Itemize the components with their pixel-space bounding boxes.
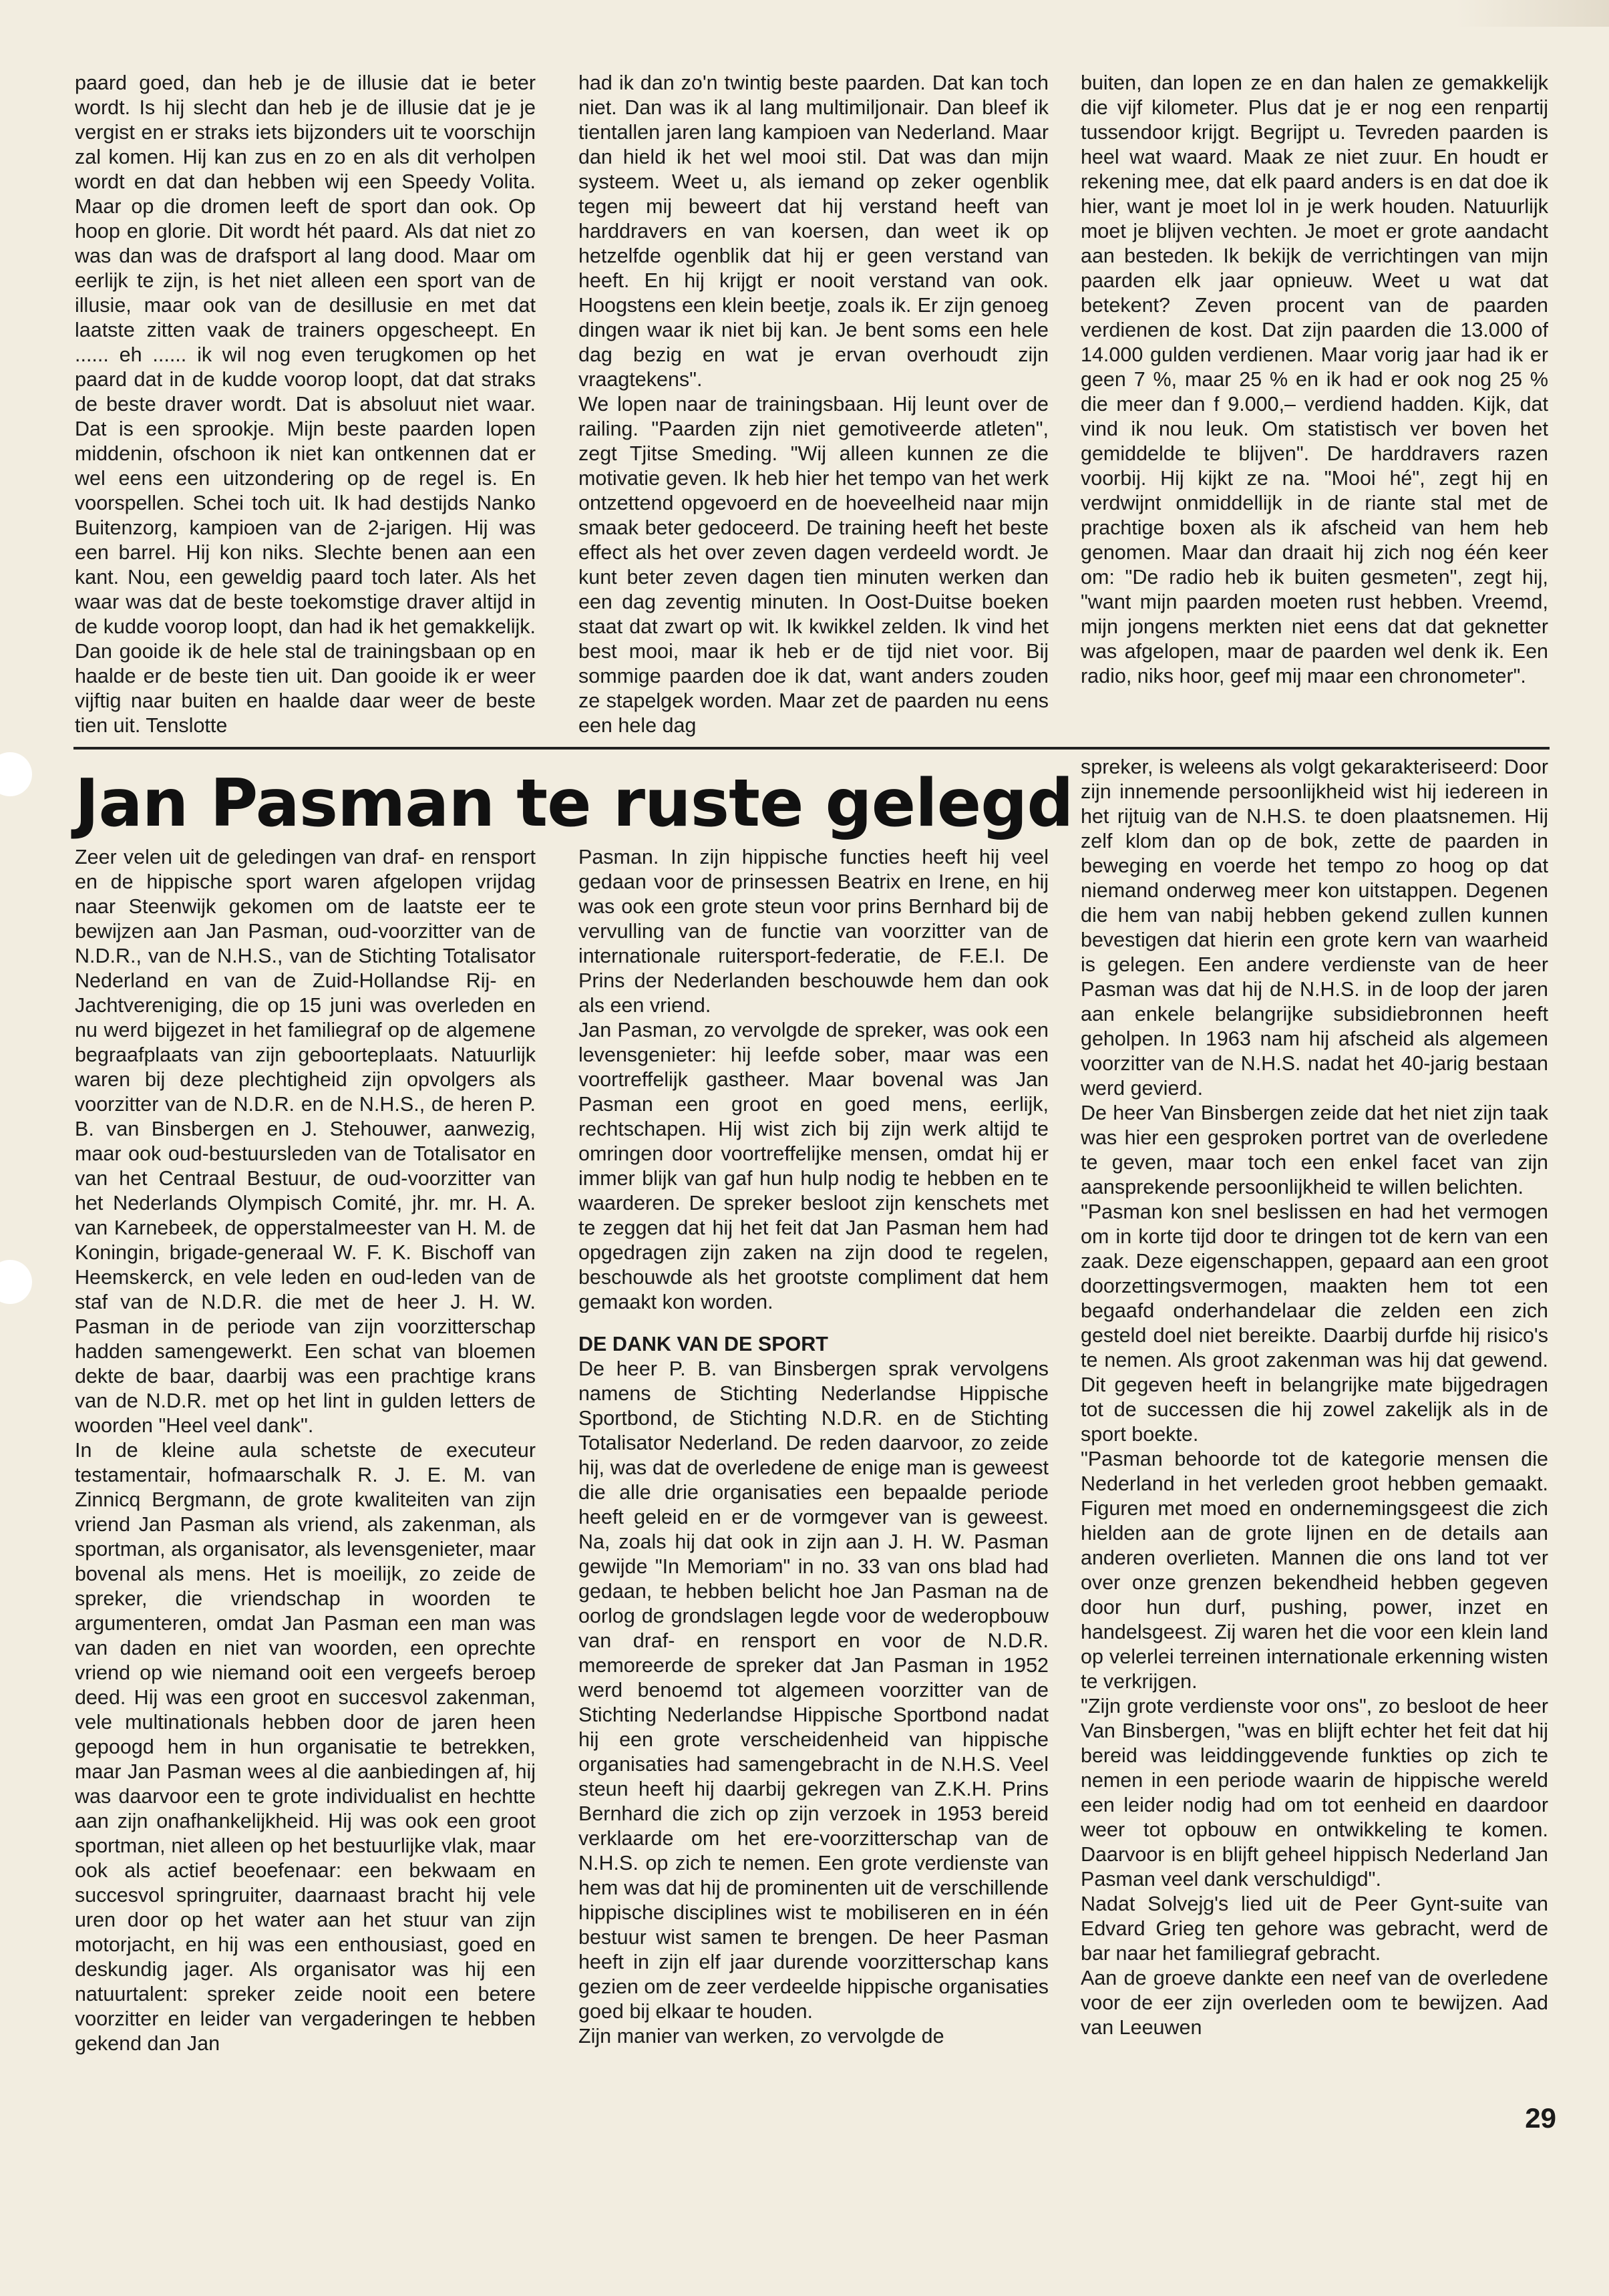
previous-article-column-2: had ik dan zo'n twintig beste paarden. Dat kan toch niet. Dan was ik al lang multimiljonair. Dan bleef ik tientallen jaren lang kampioen van Nederland. Maar dan hield ik het wel mooi stil. Dat was dan mijn systeem. Weet u, als iemand op zeker ogenblik tegen mij beweert dat hij verstand heeft van harddravers en van koersen, dan weet ik op hetzelfde ogenblik dat hij er geen verstand van heeft. En hij krijgt er nooit verstand van ook. Hoogstens een klein beetje, zoals ik. Er zijn genoeg dingen waar ik niet bij kan. Je bent soms een hele dag bezig en wat je ervan overhoudt zijn vraagtekens". We lopen naar de trainingsbaan. Hij leunt over de railing. "Paarden zijn niet gemotiveerde atleten", zegt Tjitse Smeding. "Wij alleen kunnen ze die motivatie geven. Ik heb hier het tempo van het werk ontzettend opgevoerd en de hoeveelheid naar mijn smaak beter gedoceerd. De training heeft het beste effect als het over zeven dagen verdeeld wordt. Je kunt beter zeven dagen tien minuten werken dan een dag zeventig minuten. In Oost-Duitse boeken staat dat zwart op wit. Ik kwikkel zelden. Ik vind het best mooi, maar ik heb er de tijd niet voor. Bij sommige paarden doe ik dat, want anders zouden ze stapelgek worden. Maar zet de paarden nu eens een hele dag (578, 71, 1049, 737)
punch-hole (0, 1260, 32, 1304)
punch-hole (0, 752, 32, 796)
article-column-1: Zeer velen uit de geledingen van draf- en rensport en de hippische sport waren afgelopen vrijdag naar Steenwijk gekomen om de laatste eer te bewijzen aan Jan Pasman, oud-voorzitter van de N.D.R., van de N.H.S., van de Stichting Totalisator Nederland en van de Zuid-Hollandse Rij- en Jachtvereniging, die op 15 juni was overleden en nu werd bijgezet in het familiegraf op de algemene begraafplaats van zijn geboorteplaats. Natuurlijk waren bij deze plechtigheid zijn opvolgers als voorzitter van de N.D.R. en de N.H.S., de heren P. B. van Binsbergen en J. Stehouwer, aanwezig, maar ook oud-bestuursleden van de Totalisator en van het Centraal Bestuur, de oud-voorzitter van het Nederlands Olympisch Comité, jhr. mr. H. A. van Karnebeek, de opperstalmeester van H. M. de Koningin, brigade-generaal W. F. K. Bischoff van Heemskerck, en vele leden en oud-leden van de staf van de N.D.R. die met de heer J. H. W. Pasman in de periode van zijn voorzitterschap hadden samengewerkt. Een schat van bloemen dekte de baar, daarbij was een prachtige krans van de N.D.R. met op het lint in gulden letters de woorden "Heel veel dank". In de kleine aula schetste de executeur testamentair, hofmaarschalk R. J. E. M. van Zinnicq Bergmann, de grote kwaliteiten van zijn vriend Jan Pasman als vriend, als zakenman, als sportman, als organisator, als levensgenieter, maar bovenal als mens. Het is moeilijk, zo zeide de spreker, die vriendschap in woorden te argumenteren, omdat Jan Pasman een man was van daden en niet van woorden, een oprechte vriend op wie niemand ooit een vergeefs beroep deed. Hij was een groot en succesvol zakenman, vele multinationals hebben door de jaren heen gepoogd hem in hun organisatie te betrekken, maar Jan Pasman wees al die aanbiedingen af, hij was daarvoor een te grote individualist en hechtte aan zijn onafhankelijkheid. Hij was ook een groot sportman, niet alleen op het bestuurlijke vlak, maar ook als actief beoefenaar: een bekwaam en succesvol springruiter, daarnaast bracht hij vele uren door op het water aan het stuur van zijn motorjacht, en hij was een enthousiast, goed en deskundig jager. Als organisator was hij een natuurtalent: spreker zeide nooit een betere voorzitter en leider van vergaderingen te hebben gekend dan Jan (75, 846, 536, 2055)
article-column-3: spreker, is weleens als volgt gekarakteriseerd: Door zijn innemende persoonlijkheid wist hij iedereen in het rijtuig van de N.H.S. te doen plaatsnemen. Hij zelf klom dan op de bok, zette de paarden in beweging en voerde het tempo zo hoog op dat niemand onderweg meer kon uitstappen. Degenen die hem van nabij hebben gekend zullen kunnen bevestigen dat hierin een grote kern van waarheid is gelegen. Een andere verdienste van de heer Pasman was dat hij de N.H.S. in de loop der jaren aan enkele belangrijke subsidiebronnen heeft geholpen. In 1963 nam hij afscheid als algemeen voorzitter van de N.H.S. nadat het 40-jarig bestaan werd gevierd. De heer Van Binsbergen zeide dat het niet zijn taak was hier een gesproken portret van de overledene te geven, maar toch een enkel facet van zijn aansprekende persoonlijkheid te willen belichten. "Pasman kon snel beslissen en had het vermogen om in korte tijd door te dringen tot de kern van een zaak. Deze eigenschappen, gepaard aan een groot doorzettingsvermogen, maakten hem tot een begaafd onderhandelaar die zelden een zich gesteld doel niet bereikte. Daarbij durfde hij risico's te nemen. Als groot zakenman was hij dat gewend. Dit gegeven heeft in belangrijke mate bijgedragen tot de successen die hij zowel zakelijk als in de sport boekte. "Pasman behoorde tot de kategorie mensen die Nederland in het verleden groot hebben gemaakt. Figuren met moed en ondernemingsgeest die zich hielden aan de grote lijnen en de details aan anderen overlieten. Mannen die ons land tot ver over onze grenzen bekendheid hebben gegeven door hun durf, pushing, power, inzet en handelsgeest. Zij waren het die voor een klein land op velerlei terreinen internationale erkenning wisten te verkrijgen. "Zijn grote verdienste voor ons", zo besloot de heer Van Binsbergen, "was en blijft echter het feit dat hij bereid was leiddinggevende funkties op zich te nemen in een periode waarin de hippische wereld een leider nodig had om tot eenheid en daardoor weer tot opbouw en ontwikkeling te komen. Daarvoor is en blijft geheel hippisch Nederland Jan Pasman veel dank verschuldigd". Nadat Solvejg's lied uit de Peer Gynt-suite van Edvard Grieg ten gehore was gebracht, werd de bar naar het familiegraf gebracht. Aan de groeve dankte een neef van de overledene voor de eer zijn overleden oom te bewijzen. Aad van Leeuwen (1081, 756, 1548, 2039)
page-number: 29 (1525, 2102, 1556, 2134)
article-headline: Jan Pasman te ruste gelegd (75, 766, 1073, 842)
article-subheading: DE DANK VAN DE SPORT (578, 1333, 828, 1355)
previous-article-column-1: paard goed, dan heb je de illusie dat ie beter wordt. Is hij slecht dan heb je de illusie dat je je vergist en er straks iets bijzonders uit te voorschijn zal komen. Hij kan zus en zo en als dit verholpen wordt en dat dan hebben wij een Speedy Volita. Maar op die dromen leeft de sport dan ook. Op hoop en glorie. Dit wordt hét paard. Als dat niet zo was dan was de drafsport al lang dood. Maar om eerlijk te zijn, is het niet alleen een sport van de illusie, maar ook van de desillusie en met dat laatste zitten vaak de trainers opgescheept. En ...... eh ...... ik wil nog even terugkomen op het paard dat in de kudde voorop loopt, dat dat straks de beste draver wordt. Dat is absoluut niet waar. Dat is een sprookje. Mijn beste paarden lopen middenin, ofschoon ik niet kan ontkennen dat er wel eens een uitzondering op de regel is. En voorspellen. Schei toch uit. Ik had destijds Nanko Buitenzorg, kampioen van de 2-jarigen. Hij was een barrel. Hij kon niks. Slechte benen aan een kant. Nou, een geweldig paard toch later. Als het waar was dat de beste toekomstige draver altijd in de kudde voorop loopt, dan had ik het gemakkelijk. Dan gooide ik de hele stal de trainingsbaan op en haalde er de beste tien uit. Dan gooide ik er weer vijftig naar buiten en haalde daar weer de beste tien uit. Tenslotte (75, 71, 536, 737)
section-divider (73, 747, 1550, 750)
previous-article-column-3: buiten, dan lopen ze en dan halen ze gemakkelijk die vijf kilometer. Plus dat je er nog een renpartij tussendoor krijgt. Begrijpt u. Tevreden paarden is heel wat waard. Maak ze niet zuur. En houdt er rekening mee, dat elk paard anders is en dat doe ik hier, want je moet lol in je werk houden. Natuurlijk moet je blijven vechten. Je moet er grote aandacht aan besteden. Ik bekijk de verrichtingen van mijn paarden elk jaar opnieuw. Weet u wat dat betekent? Zeven procent van de paarden verdienen de kost. Dat zijn paarden die 13.000 of 14.000 gulden verdienen. Maar vorig jaar had ik er geen 7 %, maar 25 % en ik had er ook nog 25 % die meer dan f 9.000,– verdiend hadden. Kijk, dat vind ik nou leuk. Om statistisch ver boven het gemiddelde te blijven". De harddravers razen voorbij. Hij kijkt ze na. "Mooi hé", zegt hij en verdwijnt onmiddellijk in de riante stal met de prachtige boxen als ik afscheid van hem heb genomen. Maar dan draait hij zich nog één keer om: "De radio heb ik buiten gesmeten", zegt hij, "want mijn paarden moeten rust hebben. Vreemd, mijn jongens merkten niet eens dat dat geknetter was afgelopen, maar de paarden wel denk ik. Een radio, niks hoor, geef mij maar een chronometer". (1081, 71, 1548, 687)
paper-stain (1456, 0, 1609, 27)
article-column-2: Pasman. In zijn hippische functies heeft hij veel gedaan voor de prinsessen Beatrix en Irene, en hij was ook een grote steun voor prins Bernhard bij de vervulling van de functie van voorzitter van de internationale ruitersport-federatie, de F.E.I. De Prins der Nederlanden beschouwde hem dan ook als een vriend. Jan Pasman, zo vervolgde de spreker, was ook een levensgenieter: hij leefde sober, maar was een voortreffelijk gastheer. Maar bovenal was Jan Pasman een groot en goed mens, eerlijk, rechtschapen. Hij wist zich bij zijn werk altijd te omringen door voortreffelijke mensen, omdat hij er immer blijk van gaf hun hulp nodig te hebben en te waarderen. De spreker besloot zijn kenschets met te zeggen dat hij het feit dat Jan Pasman hem had opgedragen zijn zaken na zijn dood te regelen, beschouwde als het grootste compliment dat hem gemaakt kon worden. (578, 846, 1049, 1313)
article-column-2-continued: De heer P. B. van Binsbergen sprak vervolgens namens de Stichting Nederlandse Hippische Sportbond, de Stichting N.D.R. en de Stichting Totalisator Nederland. De reden daarvoor, zo zeide hij, was dat de overledene de enige man is geweest die alle drie organisaties een bepaalde periode heeft geleid en er de vormgever van is geweest. Na, zoals hij dat ook in zijn aan J. H. W. Pasman gewijde "In Memoriam" in no. 33 van ons blad had gedaan, te hebben belicht hoe Jan Pasman na de oorlog de grondslagen legde voor de wederopbouw van draf- en rensport en voor de N.D.R. memoreerde de spreker dat Jan Pasman in 1952 werd benoemd tot algemeen voorzitter van de Stichting Nederlandse Hippische Sportbond nadat hij een grote verscheidenheid van hippische organisaties had samengebracht in de N.H.S. Veel steun heeft hij daarbij gekregen van Z.K.H. Prins Bernhard die zich op zijn verzoek in 1953 bereid verklaarde om het ere-voorzitterschap van de N.H.S. op zich te nemen. Een grote verdienste van hem was dat hij de prominenten uit de verschillende hippische disciplines wist te mobiliseren en in één bestuur wist samen te brengen. De heer Pasman heeft in zijn elf jaar durende voorzitterschap kans gezien om de zeer verdeelde hippische organisaties goed bij elkaar te houden. Zijn manier van werken, zo vervolgde de (578, 1357, 1049, 2047)
